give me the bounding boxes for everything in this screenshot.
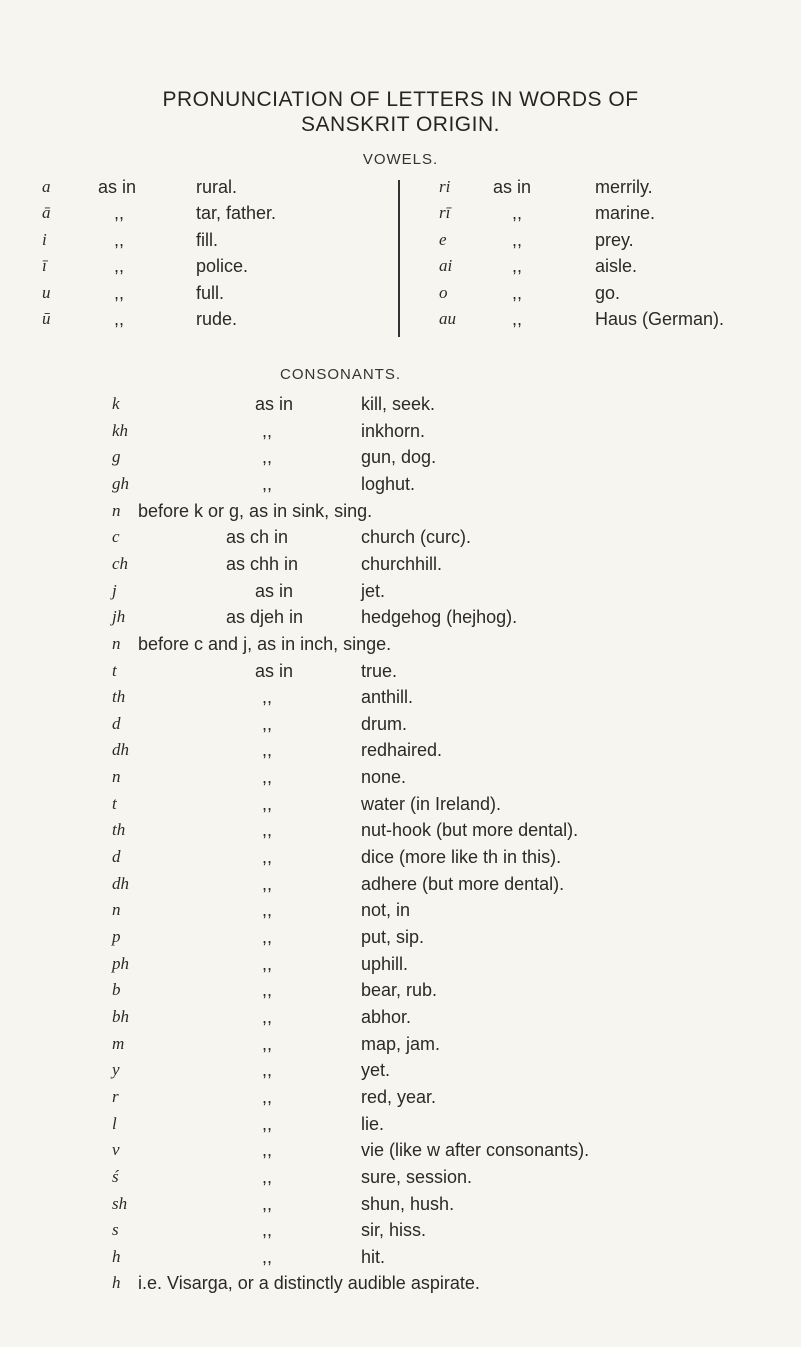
consonant-letter: k [112,394,120,413]
vowel-letter: ī [42,256,47,276]
consonant-letter: t [112,660,117,680]
as-in-label: ,, [262,447,273,468]
consonant-letter: n [112,900,121,920]
consonant-letter: g [112,447,121,467]
as-in-label: ,, [512,309,523,329]
consonant-letter: dh [112,740,129,760]
consonant-letter: jh [112,607,126,627]
consonant-letter: y [112,1060,120,1080]
consonant-letter: n [112,767,121,787]
example-word: adhere (but more dental). [361,873,565,894]
consonant-letter: ph [112,953,129,973]
consonant-letter: bh [112,1006,129,1026]
consonant-letter: b [112,980,121,1000]
as-in-label: ,, [262,740,273,761]
vowel-letter: a [42,177,51,196]
as-in-label: as in [255,580,294,601]
vowel-letter: e [439,229,447,249]
example-word: merrily. [595,177,653,197]
consonant-letter: kh [112,420,129,440]
as-in-label: ,, [262,953,273,974]
example-word: gun, dog. [361,447,437,468]
example-word: police. [196,256,249,277]
vowel-letter: rī [439,203,451,223]
as-in-label: ,, [512,256,523,277]
as-in-label: ,, [114,282,125,303]
as-in-label: ,, [262,1166,273,1187]
as-in-label: ,, [114,203,125,224]
as-in-label: ,, [262,1140,273,1161]
consonants-heading: CONSONANTS. [279,366,401,383]
as-in-label: ,, [262,1246,273,1267]
page-subtitle: SANSKRIT ORIGIN. [301,113,500,136]
vowel-letter: u [42,282,51,302]
example-word: loghut. [361,473,416,494]
consonant-letter: p [112,927,121,946]
example-word: inkhorn. [361,420,426,441]
as-in-label: ,, [262,1113,273,1134]
consonant-letter: m [112,1033,125,1053]
example-word: map, jam. [361,1033,441,1054]
as-in-label: ,, [262,687,273,708]
example-word: hedgehog (hejhog). [361,607,518,628]
as-in-label: as ch in [226,527,289,548]
consonant-letter: n [112,500,121,520]
consonant-letter: ś [112,1166,119,1186]
as-in-label: ,, [114,309,125,329]
example-word: kill, seek. [361,394,436,414]
as-in-label: ,, [262,1006,273,1027]
example-word: red, year. [361,1086,437,1107]
example-word: rude. [196,309,238,329]
consonant-letter: dh [112,873,129,893]
as-in-label: ,, [512,203,523,224]
consonant-letter: gh [112,473,129,493]
consonant-description: i.e. Visarga, or a distinctly audible aspirate. [138,1273,480,1294]
example-word: prey. [595,229,634,250]
consonant-letter: j [112,580,117,600]
example-word: full. [196,282,225,303]
as-in-label: ,, [262,873,273,894]
consonant-description: before c and j, as in inch, singe. [138,633,392,654]
as-in-label: ,, [262,927,273,947]
example-word: dice (more like th in this). [361,847,562,868]
example-word: rural. [196,177,238,197]
consonant-letter: ch [112,553,129,573]
example-word: uphill. [361,953,409,974]
example-word: sure, session. [361,1166,473,1187]
as-in-label: ,, [262,713,273,734]
as-in-label: as chh in [226,553,299,574]
as-in-label: ,, [512,282,523,303]
consonant-letter: sh [112,1193,128,1213]
consonant-letter: r [112,1086,119,1106]
example-word: hit. [361,1246,386,1267]
consonant-letter: v [112,1140,120,1160]
as-in-label: ,, [262,420,273,441]
as-in-label: ,, [262,900,273,921]
example-word: drum. [361,713,408,734]
example-word: water (in Ireland). [361,793,502,814]
example-word: redhaired. [361,740,443,761]
example-word: shun, hush. [361,1193,455,1214]
as-in-label: ,, [262,473,273,494]
example-word: anthill. [361,687,414,708]
vowel-letter: ū [42,309,51,328]
example-word: churchhill. [361,553,443,574]
example-word: put, sip. [361,927,425,947]
as-in-label: ,, [262,793,273,814]
as-in-label: as in [255,394,294,414]
vowel-letter: ai [439,256,453,276]
vowel-letter: o [439,282,448,302]
as-in-label: ,, [262,767,273,788]
as-in-label: ,, [262,1086,273,1107]
as-in-label: ,, [512,229,523,250]
column-divider [398,180,400,337]
page-title: PRONUNCIATION OF LETTERS IN WORDS OF [162,88,639,111]
example-word: jet. [361,580,386,601]
example-word: lie. [361,1113,385,1134]
example-word: bear, rub. [361,980,438,1001]
as-in-label: ,, [262,847,273,868]
vowel-letter: ā [42,203,51,223]
consonant-letter: d [112,847,121,867]
example-word: marine. [595,203,656,224]
as-in-label: ,, [262,980,273,1001]
example-word: not, in [361,900,411,921]
example-word: go. [595,282,621,303]
consonant-letter: c [112,527,120,547]
consonant-letter: s [112,1220,119,1240]
as-in-label: as in [98,177,137,197]
example-word: church (curc). [361,527,472,548]
example-word: tar, father. [196,203,277,224]
example-word: true. [361,660,398,681]
consonant-letter: th [112,687,126,707]
as-in-label: ,, [262,820,273,841]
example-word: fill. [196,229,218,250]
consonant-letter: n [112,633,121,653]
vowels-heading: VOWELS. [362,151,439,168]
consonant-description: before k or g, as in sink, sing. [138,500,373,521]
as-in-label: as in [493,177,532,197]
as-in-label: as djeh in [226,607,304,628]
as-in-label: ,, [114,256,125,277]
vowel-letter: i [42,229,47,249]
example-word: aisle. [595,256,638,277]
example-word: vie (like w after consonants). [361,1140,590,1161]
consonant-letter: l [112,1113,117,1133]
vowel-letter: au [439,309,456,328]
as-in-label: ,, [262,1220,273,1241]
consonant-letter: d [112,713,121,733]
example-word: nut-hook (but more dental). [361,820,579,841]
as-in-label: ,, [262,1033,273,1054]
example-word: sir, hiss. [361,1220,427,1241]
consonant-letter: th [112,820,126,840]
consonant-letter: t [112,793,117,813]
as-in-label: as in [255,660,294,681]
as-in-label: ,, [114,229,125,250]
example-word: Haus (German). [595,309,725,329]
example-word: yet. [361,1060,391,1081]
as-in-label: ,, [262,1193,273,1214]
example-word: abhor. [361,1006,412,1027]
consonant-letter: h [112,1273,121,1293]
consonant-letter: h [112,1246,121,1266]
vowel-letter: ri [439,177,451,196]
example-word: none. [361,767,407,788]
as-in-label: ,, [262,1060,273,1081]
